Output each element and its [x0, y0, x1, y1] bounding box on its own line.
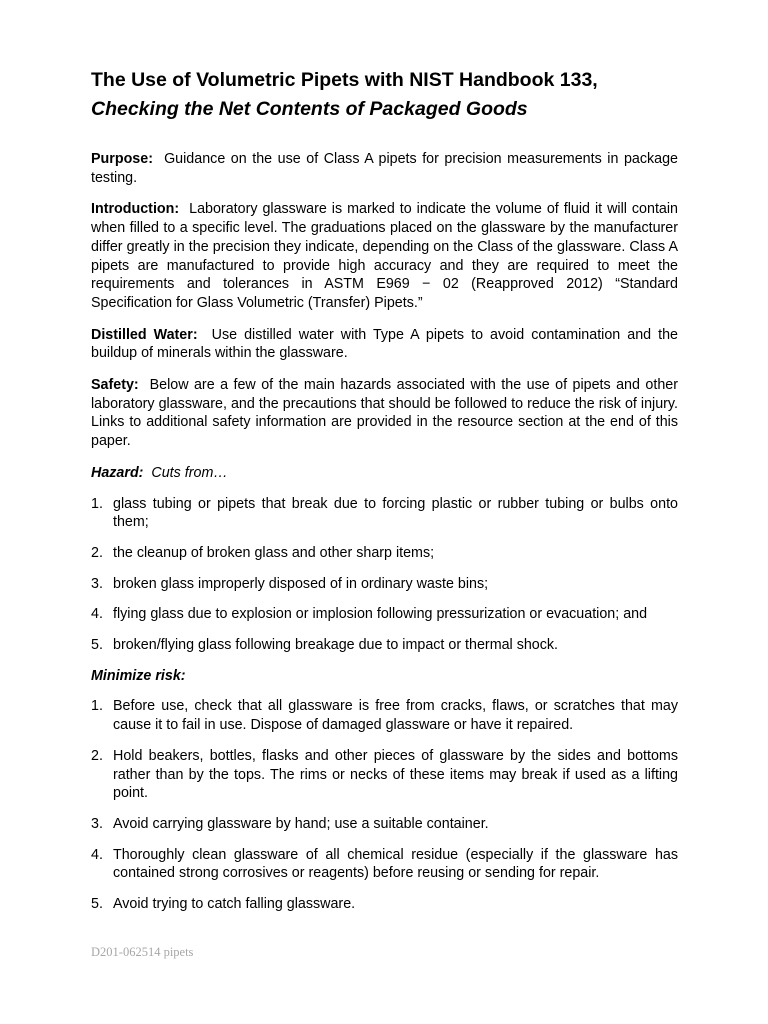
- list-item-text: flying glass due to explosion or implosion following pressurization or evacuation; and: [113, 606, 648, 623]
- list-item-text: Avoid carrying glassware by hand; use a suitable container.: [113, 815, 489, 832]
- purpose-paragraph: [91, 150, 678, 187]
- list-number: 3.: [91, 575, 103, 592]
- list-number: 4.: [91, 846, 103, 863]
- title-main: The Use of Volumetric Pipets with NIST Handbook 133,: [91, 69, 598, 91]
- list-number: 3.: [91, 815, 103, 832]
- hazard-label: Hazard:: [91, 464, 144, 481]
- hazard-list: [91, 495, 678, 655]
- list-item-text: Avoid trying to catch falling glassware.: [113, 896, 356, 913]
- list-item-text: broken/flying glass following breakage due to impact or thermal shock.: [113, 637, 559, 654]
- introduction-paragraph: [91, 200, 678, 312]
- risk-item: [91, 815, 678, 834]
- minimize-risk-list: [91, 697, 678, 913]
- risk-item: [91, 747, 678, 803]
- list-item-text: Hold beakers, bottles, flasks and other pieces of glassware by the sides and bottoms rather than by the tops. The rims or necks of these items may break if used as a lifting point.: [113, 747, 678, 802]
- list-number: 4.: [91, 606, 103, 623]
- introduction-text: Laboratory glassware is marked to indicate the volume of fluid it will contain when filled to a specific level. The graduations placed on the glassware by the manufacturer differ greatly in the precision they indicate, depending on the Class of the glassware. Class A pipets are manufactured to provide high accuracy and they are required to meet the requirements and tolerances in ASTM E969 − 02 (Reapproved 2012) “Standard Specification for Glass Volumetric (Transfer) Pipets.”: [91, 201, 679, 311]
- title-subtitle: Checking the Net Contents of Packaged Goods: [91, 98, 528, 120]
- list-number: 5.: [91, 896, 103, 913]
- page-footer: D201-062514 pipets: [91, 945, 194, 959]
- safety-text: Below are a few of the main hazards associated with the use of pipets and other laboratory glassware, and the precautions that should be followed to reduce the risk of injury. Links to additional safety information are provided in the resource section at the end of this paper.: [91, 377, 678, 450]
- list-item-text: the cleanup of broken glass and other sharp items;: [113, 544, 435, 561]
- list-item-text: Thoroughly clean glassware of all chemical residue (especially if the glassware has contained strong corrosives or reagents) before reusing or sending for repair.: [113, 846, 678, 882]
- introduction-label: Introduction:: [91, 201, 180, 218]
- hazard-item: [91, 544, 678, 563]
- list-item-text: broken glass improperly disposed of in ordinary waste bins;: [113, 575, 489, 592]
- safety-paragraph: [91, 376, 678, 451]
- distilled-water-text: Use distilled water with Type A pipets to avoid contamination and the buildup of minerals within the glassware.: [91, 326, 679, 362]
- distilled-water-label: Distilled Water:: [91, 326, 198, 343]
- minimize-risk-heading: Minimize risk:: [91, 667, 186, 684]
- hazard-heading: [91, 464, 678, 483]
- list-item-text: Before use, check that all glassware is free from cracks, flaws, or scratches that may cause it to fail in use. Dispose of damaged glassware or have it repaired.: [113, 698, 678, 734]
- risk-item: [91, 895, 678, 914]
- safety-label: Safety:: [91, 377, 139, 394]
- hazard-item: [91, 636, 678, 655]
- hazard-item: [91, 575, 678, 594]
- document-page: [91, 66, 678, 914]
- risk-item: [91, 846, 678, 883]
- risk-item: [91, 697, 678, 734]
- hazard-item: [91, 495, 678, 532]
- distilled-water-paragraph: [91, 326, 678, 363]
- list-item-text: glass tubing or pipets that break due to forcing plastic or rubber tubing or bulbs onto them;: [113, 495, 678, 531]
- list-number: 1.: [91, 495, 103, 512]
- list-number: 2.: [91, 747, 103, 764]
- hazard-text: Cuts from…: [151, 464, 228, 481]
- list-number: 5.: [91, 637, 103, 654]
- list-number: 2.: [91, 544, 103, 561]
- list-number: 1.: [91, 698, 103, 715]
- document-title: [91, 66, 678, 124]
- purpose-label: Purpose:: [91, 151, 153, 167]
- hazard-item: [91, 605, 678, 624]
- purpose-text: Guidance on the use of Class A pipets for precision measurements in package testing.: [91, 151, 678, 186]
